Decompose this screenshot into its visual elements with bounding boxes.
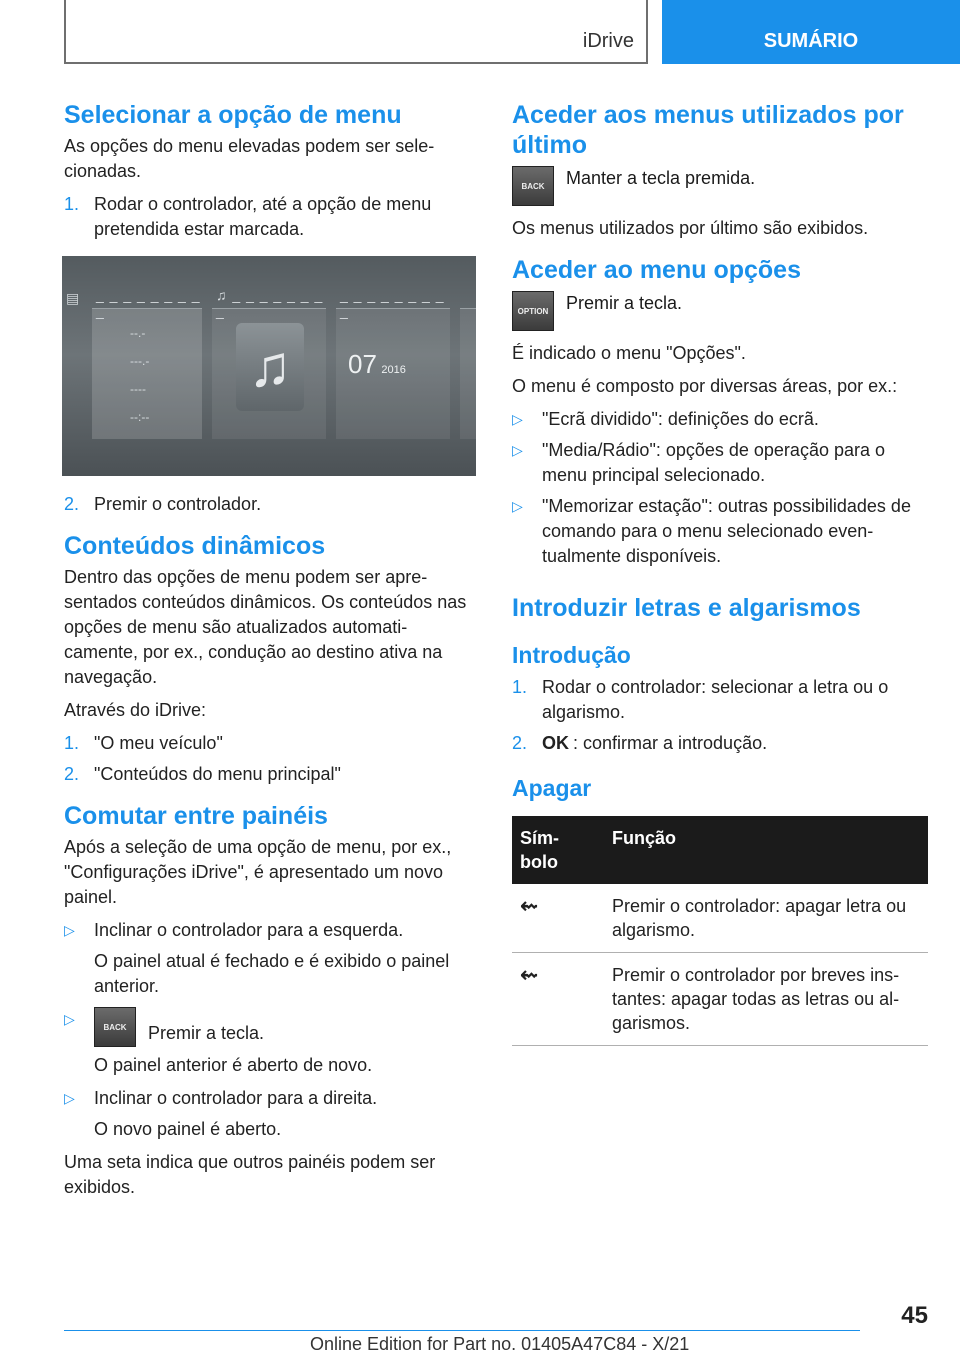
panel-vehicle xyxy=(92,287,202,439)
bullet-text: "Ecrã dividido": definições do ecrã. xyxy=(542,409,819,429)
paragraph: É indicado o menu "Opções". xyxy=(512,343,746,363)
paragraph: Uma seta indica que outros painéis podem ser exibidos. xyxy=(64,1152,436,1197)
list-item xyxy=(512,494,928,569)
key-text: Manter a tecla premida. xyxy=(566,168,756,188)
heading-intro: Introdução xyxy=(512,642,631,668)
footer-divider xyxy=(64,1330,860,1331)
step-number: 2. xyxy=(512,733,528,753)
bullet-text: Premir a tecla. xyxy=(148,1023,265,1043)
paragraph: Através do iDrive: xyxy=(64,700,207,720)
list-item xyxy=(512,438,928,488)
panel-media xyxy=(212,287,326,439)
step-text: Rodar o controlador, até a opção de menu pretendida estar marcada. xyxy=(94,194,432,239)
paragraph: Os menus utilizados por último são exibidos. xyxy=(512,218,869,238)
delete-arrow-icon: ⇜ xyxy=(512,884,604,953)
header-frame xyxy=(64,0,648,64)
panel-next xyxy=(460,308,476,439)
step-text: Premir o controlador. xyxy=(94,494,262,514)
left-column xyxy=(64,100,476,1208)
heading-options: Aceder ao menu opções xyxy=(512,256,801,284)
step-text: "Conteúdos do menu principal" xyxy=(94,764,341,784)
panel-title: ♫ _ _ _ _ _ _ _ _ xyxy=(216,287,324,319)
row-value: ---.- xyxy=(130,354,150,368)
key-instruction xyxy=(512,291,928,331)
triangle-right-icon: ▷ xyxy=(64,922,75,938)
list-item xyxy=(64,762,476,787)
paragraph: Após a seleção de uma opção de menu, por ex., "Configurações iDrive", é apresentado um novo painel. xyxy=(64,837,452,907)
back-key-icon: BACK xyxy=(512,166,554,206)
row-value: ---- xyxy=(130,382,146,396)
list-item xyxy=(64,192,476,242)
step-text: Rodar o controlador: selecionar a letra ou o algarismo. xyxy=(542,677,889,722)
list-item xyxy=(64,918,476,943)
right-column xyxy=(512,100,928,1046)
triangle-right-icon: ▷ xyxy=(512,498,523,514)
ok-icon: OK xyxy=(542,733,569,753)
heading-letters: Introduzir letras e algarismos xyxy=(512,594,861,622)
paragraph: O menu é composto por diversas áreas, por ex.: xyxy=(512,376,898,396)
key-instruction xyxy=(512,166,928,206)
heading-switch: Comutar entre painéis xyxy=(64,802,328,830)
date-day: 07 xyxy=(348,349,377,379)
paragraph: O novo painel é aberto. xyxy=(94,1119,282,1139)
col-header-function: Função xyxy=(604,816,928,884)
bullet-text: "Media/Rádio": opções de operação para o menu principal selecionado. xyxy=(542,440,886,485)
step-text: "O meu veículo" xyxy=(94,733,223,753)
music-note-icon: ♫ xyxy=(236,323,304,411)
paragraph: O painel anterior é aberto de novo. xyxy=(94,1055,373,1075)
triangle-right-icon: ▷ xyxy=(512,442,523,458)
bullet-text: "Memorizar estação": outras possibilidades de comando para o menu selecionado even-tualmente disponíveis. xyxy=(542,496,911,566)
header-section: iDrive xyxy=(582,30,634,52)
option-key-icon: OPTION xyxy=(512,291,554,331)
table-cell: Premir o controlador por breves ins-tantes: apagar todas as letras ou al-garismos. xyxy=(604,953,928,1046)
step-number: 1. xyxy=(64,733,80,753)
heading-select: Selecionar a opção de menu xyxy=(64,101,402,129)
heading-last-used: Aceder aos menus utilizados por último xyxy=(512,101,904,159)
triangle-right-icon: ▷ xyxy=(64,1011,75,1027)
idrive-screen-image xyxy=(62,256,476,476)
list-item xyxy=(64,492,476,517)
list-item xyxy=(512,407,928,432)
triangle-right-icon: ▷ xyxy=(64,1090,75,1106)
list-item xyxy=(512,731,928,756)
toc-link[interactable]: SUMÁRIO xyxy=(662,0,960,64)
footer-edition: Online Edition for Part no. 01405A47C84 - X/21 xyxy=(310,1334,690,1354)
paragraph: As opções do menu elevadas podem ser sele-cionadas. xyxy=(64,136,435,181)
step-number: 1. xyxy=(512,677,528,697)
table-row xyxy=(512,953,928,1046)
key-text: Premir a tecla. xyxy=(566,293,683,313)
paragraph: Dentro das opções de menu podem ser apre-sentados conteúdos dinâmicos. Os conteúdos nas opções de menu são atualizados automati-camente, por ex., condução ao destino ativa na navegação. xyxy=(64,567,467,687)
delete-table xyxy=(512,816,928,1046)
list-item xyxy=(64,731,476,756)
step-number: 2. xyxy=(64,764,80,784)
heading-delete: Apagar xyxy=(512,775,592,801)
menu-icon: ▤ xyxy=(66,290,80,306)
date-year: 2016 xyxy=(381,364,406,376)
back-key-icon: BACK xyxy=(94,1007,136,1047)
panel-calendar xyxy=(336,287,450,439)
bullet-text: Inclinar o controlador para a esquerda. xyxy=(94,920,404,940)
panel-title: _ _ _ _ _ _ _ _ _ xyxy=(340,287,445,319)
step-number: 2. xyxy=(64,494,80,514)
heading-dynamic: Conteúdos dinâmicos xyxy=(64,532,326,560)
list-item xyxy=(64,1086,476,1111)
bullet-text: Inclinar o controlador para a direita. xyxy=(94,1088,378,1108)
step-number: 1. xyxy=(64,194,80,214)
page-number: 45 xyxy=(901,1302,928,1329)
row-value: --.- xyxy=(130,326,146,340)
panel-title: _ _ _ _ _ _ _ _ _ xyxy=(96,287,201,319)
list-item xyxy=(64,1007,476,1047)
triangle-right-icon: ▷ xyxy=(512,411,523,427)
list-item xyxy=(512,675,928,725)
row-value: --:-- xyxy=(130,410,150,424)
table-cell: Premir o controlador: apagar letra ou algarismo. xyxy=(604,884,928,953)
delete-arrow-icon: ⇜ xyxy=(512,953,604,1046)
col-header-symbol: Sím-bolo xyxy=(512,816,604,884)
step-text: : confirmar a introdução. xyxy=(573,733,768,753)
table-row xyxy=(512,884,928,953)
paragraph: O painel atual é fechado e é exibido o painel anterior. xyxy=(94,951,450,996)
